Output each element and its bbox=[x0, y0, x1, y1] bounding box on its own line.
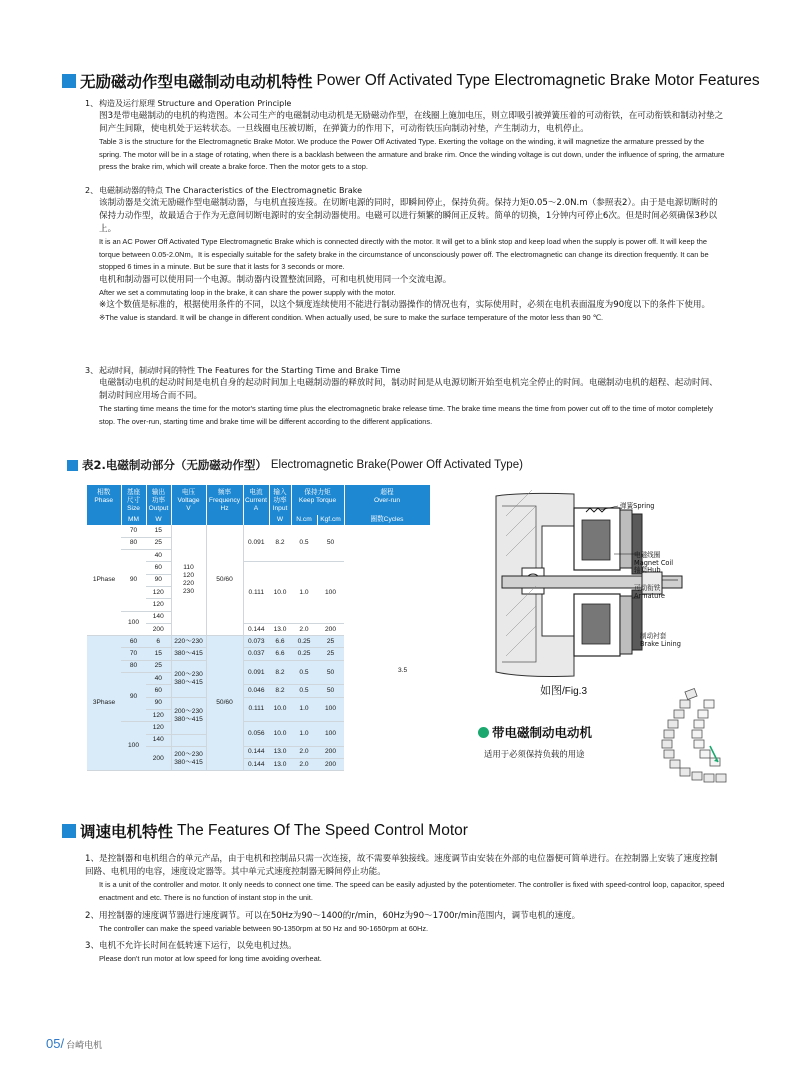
brake-spec-table bbox=[87, 485, 431, 771]
section1-title-en: Power Off Activated Type Electromagnetic Brake Motor Features bbox=[316, 72, 760, 89]
bullet-dot-icon bbox=[478, 727, 489, 738]
unit-size: MM bbox=[121, 515, 146, 525]
table-row: 200 200～230 380～415 0.144 13.0 2.0 200 bbox=[87, 746, 430, 758]
unit-output: W bbox=[146, 515, 171, 525]
item-number: 1、 bbox=[85, 99, 99, 108]
header-phase: 相数 Phase bbox=[87, 485, 121, 525]
header-output: 输出 功率 Output bbox=[146, 485, 171, 515]
item-en-text: The controller can make the speed variable between 90-1350rpm at 50 Hz and 90-1650rpm at 60Hz. bbox=[99, 924, 429, 933]
item-en-text: Please don't run motor at low speed for long time avoiding overheat. bbox=[99, 954, 322, 963]
section1-item-3 bbox=[85, 365, 725, 428]
table-row: 120 bbox=[87, 599, 430, 611]
section2-title-zh: 调速电机特性 bbox=[80, 823, 174, 841]
header-current: 电流 Current A bbox=[243, 485, 269, 515]
table2-title-zh: 表2.电磁制动部分（无励磁动作型） bbox=[82, 458, 267, 472]
section2-heading bbox=[62, 820, 468, 842]
table-row: 60 0.111 10.0 1.0 100 bbox=[87, 562, 430, 574]
table-row: 120 bbox=[87, 709, 430, 721]
item-title: 电磁制动器的特点 The Characteristics of the Electromagnetic Brake bbox=[99, 186, 363, 195]
table-row: 90 bbox=[87, 574, 430, 586]
brake-motor-bullet: 带电磁制动电动机 bbox=[478, 723, 592, 741]
section1-title-zh: 无励磁动作型电磁制动电动机特性 bbox=[80, 73, 313, 91]
cable-chain-illustration bbox=[650, 686, 730, 796]
header-input: 输入 功率 Input bbox=[269, 485, 291, 515]
unit-cycles: 圈数Cycles bbox=[344, 515, 430, 525]
header-keep-torque: 保持力矩 Keep Torque bbox=[291, 485, 344, 515]
item-en-note: ※The value is standard. It will be change in different condition. When actually used, be sure to make the surface temperature of the motor less than 90 ℃. bbox=[99, 313, 604, 322]
header-frequency: 频率 Frequency Hz bbox=[206, 485, 243, 515]
item-zh-text: 图3是带电磁制动的电机的构造图。本公司生产的电磁制动电动机是无励磁动作型，在线圈上施加电压，则立即吸引被弹簧压着的可动衔铁，在可动衔铁和制动衬垫之间产生间隙，使电机处于运转状态。一旦线圈电压被切断，在弹簧力的作用下，可动衔铁压向制动衬垫，产生制动力，电机停止。 bbox=[99, 111, 724, 134]
item-number: 2、 bbox=[85, 911, 100, 921]
item-en-text-2: After we set a commutating loop in the brake, it can share the power supply with the motor. bbox=[99, 287, 396, 297]
unit-ncm: N.cm bbox=[291, 515, 317, 525]
table-row: 140 bbox=[87, 734, 430, 746]
table-row: 200 0.144 13.0 2.0 200 bbox=[87, 623, 430, 635]
page-number: 05/ bbox=[46, 1036, 65, 1051]
phase-cell: 3Phase bbox=[87, 636, 121, 771]
table-row: 80 25 200～230 380～415 0.091 8.2 0.5 50 bbox=[87, 660, 430, 672]
item-number: 1、 bbox=[85, 854, 100, 864]
item-zh-text: 电机不允许长时间在低转速下运行，以免电机过热。 bbox=[99, 941, 297, 951]
section2-item-3 bbox=[85, 940, 725, 966]
item-number: 2、 bbox=[85, 186, 99, 195]
section1-heading bbox=[62, 70, 760, 92]
table-row: 90 40 bbox=[87, 673, 430, 685]
item-number: 3、 bbox=[85, 941, 100, 951]
table-row: 1Phase 70 15 110 120 220 230 50/60 0.091 8.2 0.5 50 bbox=[87, 525, 430, 537]
table-row: 90 40 bbox=[87, 550, 430, 562]
frequency-cell: 50/60 bbox=[206, 525, 243, 636]
heading-square-icon bbox=[62, 74, 76, 88]
callout-armature: 可动衔铁 Armature bbox=[634, 584, 665, 600]
table-row: 100 120 0.056 10.0 1.0 100 bbox=[87, 722, 430, 734]
table-row: 0.144 13.0 2.0 200 bbox=[87, 759, 430, 771]
item-zh-note: ※这个数值是标准的，根据使用条件的不同，以这个频度连续使用不能进行制动器操作的情况也有，实际使用时，必须在电机表面温度为90度以下的条件下使用。 bbox=[99, 300, 711, 310]
table-row: 120 bbox=[87, 586, 430, 598]
table-row: 100 140 bbox=[87, 611, 430, 623]
item-zh-text: 用控制器的速度调节器进行速度调节。可以在50Hz为90～1400的r/min，60Hz为90～1700r/min范围内，调节电机的速度。 bbox=[99, 911, 581, 921]
item-title: 构造及运行原理 Structure and Operation Principle bbox=[99, 99, 292, 108]
callout-spring: 弹簧Spring bbox=[620, 502, 655, 510]
callout-coil: 电磁线圈 Magnet Coil 轴套Hub bbox=[634, 551, 674, 574]
section2-item-1 bbox=[85, 853, 725, 904]
item-zh-text: 是控制器和电机组合的单元产品，由于电机和控制品只需一次连接，故不需要单独接线。速度调节由安装在外部的电位器便可简单进行。在控制器上安装了速度控制回路、电机用的电容，速度设定器等。其中单元式速度控制器无瞬间停止功能。 bbox=[85, 854, 718, 877]
table-row: 60 0.046 8.2 0.5 50 bbox=[87, 685, 430, 697]
table-row: 3Phase 60 6 220～230 50/60 0.073 6.6 0.25 25 bbox=[87, 636, 430, 648]
overrun-cell bbox=[344, 525, 430, 771]
item-en-text: It is a unit of the controller and motor. It only needs to connect one time. The speed can be easily adjusted by the potentiometer. The controller is fixed with speed-control loop, capacitor, speed enactment and etc. There is no function of instant stop in the unit. bbox=[99, 880, 725, 902]
frequency-cell: 50/60 bbox=[206, 636, 243, 771]
item-zh-text: 电磁制动电机的起动时间是电机自身的起动时间加上电磁制动器的释放时间，制动时间是从电源切断开始至电机完全停止的时间。电磁制动电机的超程、起动时间、制动时间应用场合而不同。 bbox=[99, 378, 718, 401]
item-zh-text-2: 电机和制动器可以使用同一个电源。制动器内设置整流回路，可和电机使用同一个交流电源。 bbox=[99, 274, 452, 285]
item-en-text: The starting time means the time for the motor's starting time plus the electromagnetic brake release time. The brake time means the time from power cut off to the time of motor completely stop. The over-run, starting time and brake time will be different according to the different applications. bbox=[99, 404, 714, 426]
table2-title-en: Electromagnetic Brake(Power Off Activated Type) bbox=[270, 459, 523, 471]
phase-cell: 1Phase bbox=[87, 525, 121, 636]
table-row: 70 15 380～415 0.037 6.6 0.25 25 bbox=[87, 648, 430, 660]
overrun-value: 3.5 bbox=[398, 667, 408, 674]
unit-kgfcm: Kgf.cm bbox=[317, 515, 344, 525]
page-footer bbox=[46, 1036, 102, 1051]
item-number: 3、 bbox=[85, 366, 99, 375]
voltage-cell: 110 120 220 230 bbox=[171, 525, 206, 636]
table-row: 80 25 bbox=[87, 537, 430, 549]
callout-brake-lining: 制动衬套 Brake Lining bbox=[640, 632, 681, 648]
section2-title-en: The Features Of The Speed Control Motor bbox=[177, 822, 468, 839]
item-zh-text: 该制动器是交流无励磁作型电磁制动器，与电机直接连接。在切断电源的同时，即瞬间停止，保持负荷。保持力矩0.05～2.0N.m（参照表2）。由于是电源切断时的保持力动作型，故最适合于作为无意间切断电源时的安全制动器使用。电磁可以进行频繁的瞬间正反转。简单的切换，1分钟内可停止6次。但是时间必须确保3秒以上。 bbox=[99, 198, 718, 234]
table2-heading bbox=[67, 457, 523, 473]
section2-item-2 bbox=[85, 910, 725, 936]
heading-square-icon bbox=[62, 824, 76, 838]
section1-item-2 bbox=[85, 185, 725, 325]
brake-cross-section-figure bbox=[482, 486, 732, 686]
company-name: 台崎电机 bbox=[66, 1041, 103, 1051]
unit-input: W bbox=[269, 515, 291, 525]
item-en-text: Table 3 is the structure for the Electromagnetic Brake Motor. We produce the Power Off Activated Type. Exerting the voltage on the winding, it will magnetize the armature pressed by the spring. The motor will be in a stage of rotating, when there is a backlash between the armature and brake rim. Once the winding voltage is cut down, under the influence of spring, the armature press the brake rim, which will create a brake force. Then the motor gets to a stop. bbox=[99, 137, 725, 171]
heading-square-icon bbox=[67, 460, 78, 471]
table-row: 90 200～230 380～415 0.111 10.0 1.0 100 bbox=[87, 697, 430, 709]
item-title: 起动时间，制动时间的特性 The Features for the Starting Time and Brake Time bbox=[99, 366, 401, 375]
section1-item-1 bbox=[85, 98, 725, 174]
header-voltage: 电压 Voltage V bbox=[171, 485, 206, 515]
item-en-text: It is an AC Power Off Activated Type Electromagnetic Brake which is connected directly with the motor. It will get to a blink stop and keep load when the supply is power off. It will keep the torque between 0.05-2.0Nm。It is especially suitable for the safety brake in the circumstance of unconsciously power off. The electromagnetic can change its direction frequently. It can be stopped 6 times in a minute. But be sure that it lasts for 3 seconds or more. bbox=[99, 237, 709, 271]
figure-caption: 如图/Fig.3 bbox=[540, 684, 588, 697]
brake-motor-note: 适用于必须保持负载的用途 bbox=[484, 749, 585, 759]
header-overrun: 超程 Over-run bbox=[344, 485, 430, 515]
header-size: 基座 尺寸 Size bbox=[121, 485, 146, 515]
